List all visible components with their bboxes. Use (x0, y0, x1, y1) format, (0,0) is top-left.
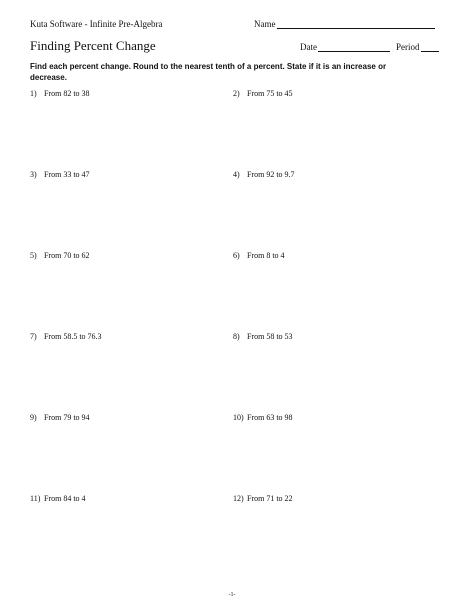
problem-text: From 58.5 to 76.3 (44, 332, 102, 341)
name-field (254, 19, 435, 29)
period-label: Period (396, 42, 420, 52)
name-blank[interactable] (277, 19, 435, 29)
publisher-label: Kuta Software - Infinite Pre-Algebra (30, 19, 163, 29)
problem-number: 12) (233, 494, 244, 503)
problem-text: From 63 to 98 (247, 413, 293, 422)
problem-item (233, 170, 295, 179)
problem-item (30, 251, 90, 260)
problem-item (233, 89, 293, 98)
problem-item (233, 494, 293, 503)
problem-item (30, 413, 90, 422)
problem-number: 11) (30, 494, 41, 503)
problem-text: From 75 to 45 (247, 89, 293, 98)
period-blank[interactable] (421, 42, 439, 52)
problem-number: 9) (30, 413, 37, 422)
problem-number: 3) (30, 170, 37, 179)
problem-text: From 79 to 94 (44, 413, 90, 422)
problem-number: 6) (233, 251, 240, 260)
period-field (396, 42, 439, 52)
problem-item (233, 413, 293, 422)
problem-number: 8) (233, 332, 240, 341)
problem-text: From 58 to 53 (247, 332, 293, 341)
problem-number: 7) (30, 332, 37, 341)
problem-item (233, 251, 285, 260)
problem-number: 5) (30, 251, 37, 260)
date-blank[interactable] (318, 42, 390, 52)
name-label: Name (254, 19, 276, 29)
problem-text: From 82 to 38 (44, 89, 90, 98)
problem-item (30, 170, 90, 179)
problem-item (30, 494, 86, 503)
worksheet-title: Finding Percent Change (30, 38, 156, 53)
problem-text: From 84 to 4 (44, 494, 86, 503)
problem-number: 2) (233, 89, 240, 98)
problem-number: 1) (30, 89, 37, 98)
problem-number: 4) (233, 170, 240, 179)
page-number: -1- (228, 592, 236, 598)
problem-text: From 71 to 22 (247, 494, 293, 503)
problem-item (30, 332, 102, 341)
date-field (300, 42, 390, 52)
problem-item (30, 89, 90, 98)
problem-text: From 8 to 4 (247, 251, 285, 260)
problem-text: From 92 to 9.7 (247, 170, 295, 179)
instructions: Find each percent change. Round to the nearest tenth of a percent. State if it is an increase or decrease. (30, 62, 387, 82)
date-label: Date (300, 42, 317, 52)
problem-item (233, 332, 293, 341)
problem-number: 10) (233, 413, 244, 422)
problem-text: From 70 to 62 (44, 251, 90, 260)
problem-text: From 33 to 47 (44, 170, 90, 179)
